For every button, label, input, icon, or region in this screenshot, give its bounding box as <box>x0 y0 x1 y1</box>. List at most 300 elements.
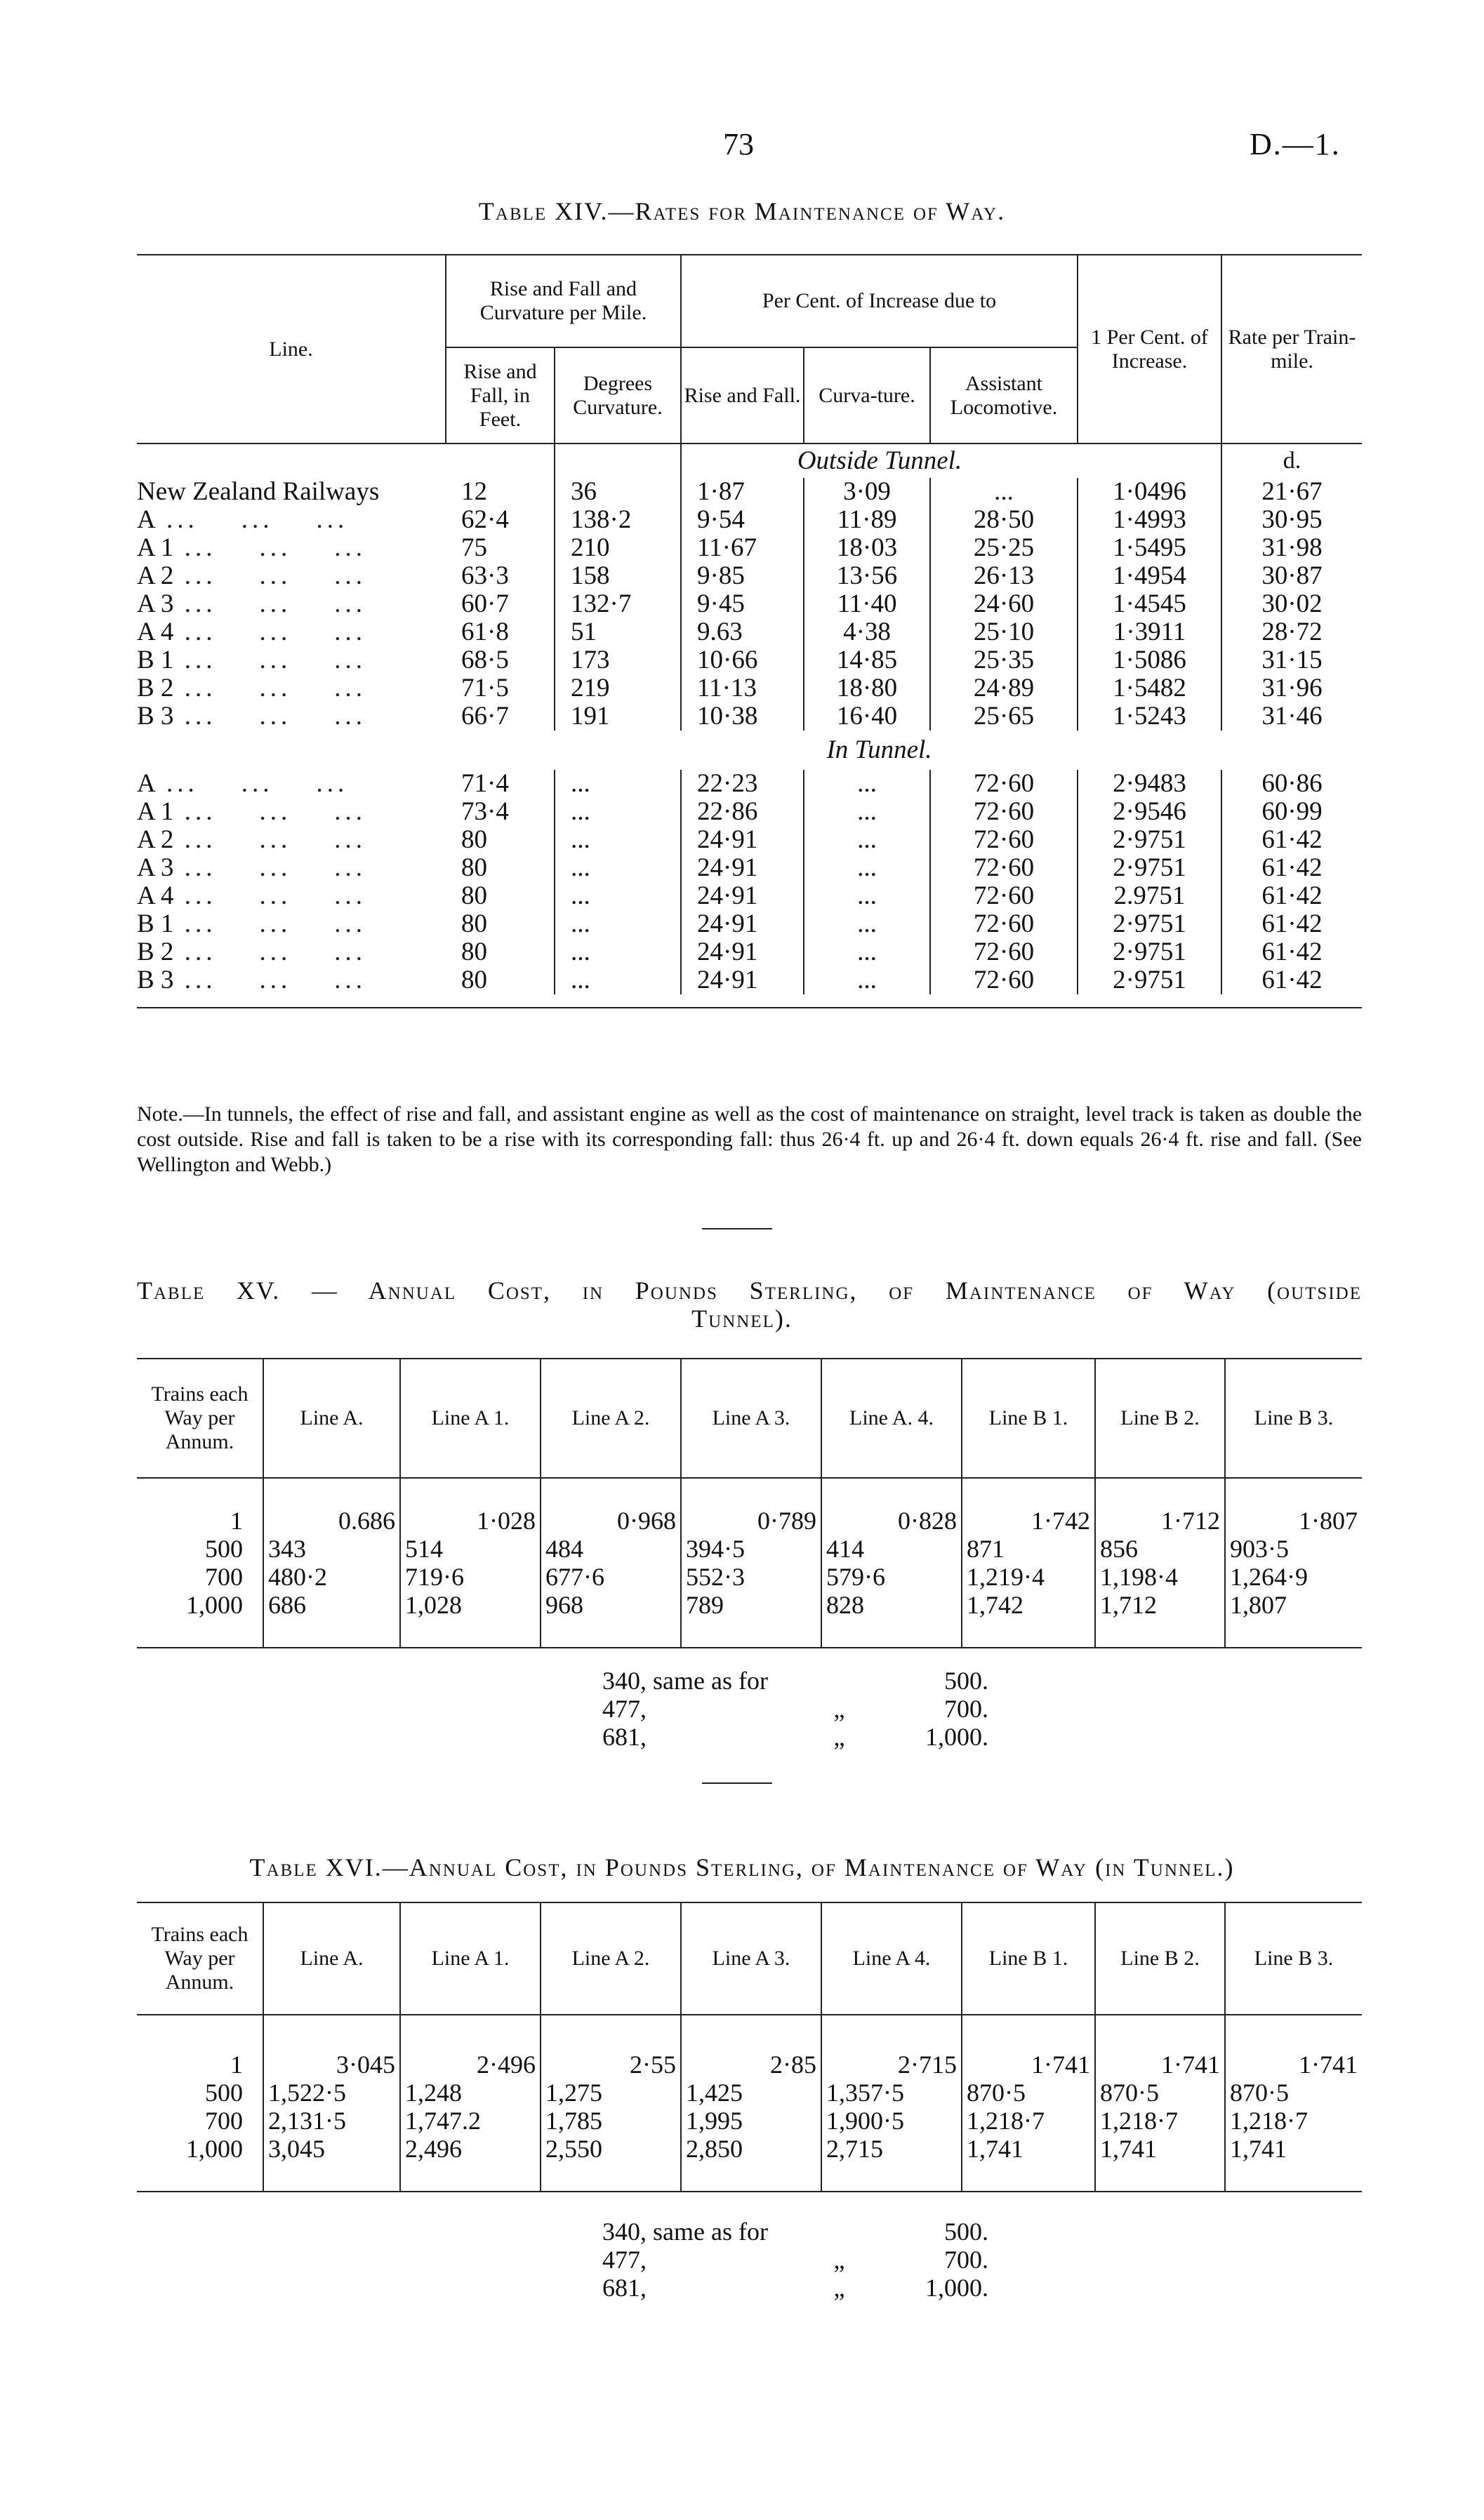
value-cell: 24·91 <box>681 826 804 854</box>
value-cell: 31·15 <box>1261 646 1323 674</box>
cost-cell: 2·85 <box>681 2051 821 2079</box>
value-cell: 2·9751 <box>1078 910 1221 938</box>
section-in-tunnel: In Tunnel. <box>826 735 932 764</box>
header-line-col: Line B 3. <box>1254 1406 1334 1429</box>
value-cell: 12 <box>446 478 555 506</box>
value-cell: 66·7 <box>446 702 555 731</box>
cost-cell: 789 <box>681 1591 821 1619</box>
footnote-row <box>602 2274 988 2302</box>
value-cell: 2·9751 <box>1078 826 1221 854</box>
leader-dots: ... ... ... <box>173 561 366 590</box>
cost-cell: 2,131·5 <box>263 2107 400 2135</box>
footnote-text: 340, same as for <box>602 1667 768 1695</box>
cost-cell: 3,045 <box>263 2135 400 2163</box>
value-cell: 9.63 <box>681 618 804 646</box>
value-cell: 60·99 <box>1261 797 1323 826</box>
trains-cell: 500 <box>137 2079 263 2107</box>
value-cell: 71·5 <box>446 674 555 702</box>
leader-dots: ... ... ... <box>173 938 366 966</box>
footnote-row <box>602 2218 988 2246</box>
cost-cell: 552·3 <box>681 1563 821 1591</box>
cost-cell: 2,550 <box>541 2135 681 2163</box>
footnote-text: 1,000. <box>925 2274 988 2302</box>
cost-cell: 1,712 <box>1095 1591 1225 1619</box>
value-cell: 80 <box>446 966 555 994</box>
value-cell: 61·42 <box>1261 881 1323 910</box>
divider <box>702 1228 772 1229</box>
line-name: B 3 <box>137 702 174 731</box>
value-cell: 24·91 <box>681 854 804 882</box>
cost-cell: 1,741 <box>1230 2135 1287 2163</box>
header-trains-per-annum: Trains each Way per Annum. <box>137 1902 263 2015</box>
line-name-cell <box>137 618 446 646</box>
value-cell: 2·9751 <box>1078 854 1221 882</box>
leader-dots: ... ... ... <box>173 797 366 826</box>
value-cell: 158 <box>555 562 681 590</box>
cost-cell: 1,275 <box>541 2079 681 2107</box>
value-cell: ... <box>804 770 930 798</box>
value-cell: 10·66 <box>681 646 804 674</box>
footnote-text: 700. <box>944 1695 988 1723</box>
header-line-col: Line A. <box>263 1902 400 2015</box>
cost-cell: 343 <box>263 1535 400 1563</box>
table-row <box>137 1591 1362 1619</box>
cost-cell: 2·55 <box>541 2051 681 2079</box>
value-cell: 24·89 <box>930 674 1078 702</box>
value-cell: 11·89 <box>804 506 930 534</box>
header-line: Line. <box>137 255 446 444</box>
value-cell: 18·80 <box>804 674 930 702</box>
value-cell: 4·38 <box>804 618 930 646</box>
value-cell: 62·4 <box>446 506 555 534</box>
line-name-cell <box>137 826 446 854</box>
table-14-title: Table XIV.—Rates for Maintenance of Way. <box>478 197 1006 225</box>
value-cell: 61·42 <box>1261 938 1323 966</box>
value-cell: 13·56 <box>804 562 930 590</box>
value-cell: 30·95 <box>1261 505 1323 534</box>
value-cell: 9·45 <box>681 590 804 618</box>
footnote-row <box>602 2246 988 2274</box>
cost-cell: 1,807 <box>1230 1591 1287 1619</box>
value-cell: 63·3 <box>446 562 555 590</box>
value-cell: 60·7 <box>446 590 555 618</box>
line-name: New Zealand Railways <box>137 477 380 506</box>
cost-cell: 2·715 <box>821 2051 962 2079</box>
table-row <box>137 646 1362 674</box>
page-number: 73 <box>723 127 754 161</box>
line-name-cell <box>137 702 446 731</box>
footnote-row <box>602 1723 988 1751</box>
value-cell: 61·42 <box>1261 853 1323 882</box>
header-degrees-curvature: Degrees Curvature. <box>555 347 681 444</box>
table-row <box>137 938 1362 966</box>
cost-cell: 1,219·4 <box>962 1563 1095 1591</box>
header-line-col: Line A. 4. <box>821 1359 962 1478</box>
value-cell: 132·7 <box>555 590 681 618</box>
value-cell: 25·35 <box>930 646 1078 674</box>
line-name: A 3 <box>137 589 174 618</box>
value-cell: 21·67 <box>1261 477 1323 506</box>
leader-dots: ... ... ... <box>155 769 349 798</box>
footnote-text: 500. <box>944 1667 988 1695</box>
value-cell: ... <box>804 826 930 854</box>
divider <box>702 1782 772 1784</box>
footnote-text: 477, <box>602 1695 647 1723</box>
cost-cell: 579·6 <box>821 1563 962 1591</box>
value-cell: 80 <box>446 938 555 966</box>
value-cell: 24·91 <box>681 966 804 994</box>
cost-cell: 870·5 <box>1230 2079 1289 2107</box>
value-cell: 25·10 <box>930 618 1078 646</box>
footnote-text <box>788 2218 890 2246</box>
line-name: A 3 <box>137 853 174 882</box>
table-row <box>137 770 1362 798</box>
header-line-col: Line A 1. <box>400 1359 541 1478</box>
cost-cell: 0·789 <box>681 1507 821 1535</box>
line-name-cell <box>137 854 446 882</box>
value-cell: 75 <box>446 534 555 562</box>
cost-cell: 1,741 <box>1095 2135 1225 2163</box>
value-cell: 61·42 <box>1261 825 1323 854</box>
table-row <box>137 2107 1362 2135</box>
leader-dots: ... ... ... <box>173 618 366 646</box>
value-cell: 2·9751 <box>1078 938 1221 966</box>
trains-cell: 700 <box>137 2107 263 2135</box>
value-cell: 25·25 <box>930 534 1078 562</box>
line-name-cell <box>137 478 446 506</box>
line-name: A 1 <box>137 797 174 826</box>
header-rise-fall: Rise and Fall. <box>681 347 804 444</box>
value-cell: 11·13 <box>681 674 804 702</box>
line-name: A 4 <box>137 881 174 910</box>
footnote-row <box>602 1695 988 1723</box>
value-cell: 28·72 <box>1261 618 1323 646</box>
value-cell: 72·60 <box>930 938 1078 966</box>
cost-cell: 1·712 <box>1095 1507 1225 1535</box>
cost-cell: 686 <box>263 1591 400 1619</box>
value-cell: 1·0496 <box>1078 478 1221 506</box>
value-cell: 2·9751 <box>1078 966 1221 994</box>
value-cell: 11·40 <box>804 590 930 618</box>
table-row <box>137 2079 1362 2107</box>
line-name-cell <box>137 882 446 910</box>
leader-dots: ... ... ... <box>173 853 366 882</box>
line-name: A 2 <box>137 825 174 854</box>
value-cell: 72·60 <box>930 966 1078 994</box>
cost-cell: 1,747.2 <box>400 2107 541 2135</box>
cost-cell: 871 <box>962 1535 1095 1563</box>
value-cell: 71·4 <box>446 770 555 798</box>
value-cell: 26·13 <box>930 562 1078 590</box>
value-cell: 1·87 <box>681 478 804 506</box>
value-cell: 72·60 <box>930 910 1078 938</box>
header-line-col: Line A 3. <box>681 1359 821 1478</box>
value-cell: 61·42 <box>1261 909 1323 938</box>
table-row <box>137 854 1362 882</box>
value-cell: ... <box>804 854 930 882</box>
cost-cell: 1,425 <box>681 2079 821 2107</box>
leader-dots: ... ... ... <box>173 533 366 562</box>
cost-cell: 968 <box>541 1591 681 1619</box>
table-row <box>137 2051 1362 2079</box>
line-name-cell <box>137 910 446 938</box>
header-rise-fall-curvature: Rise and Fall and Curvature per Mile. <box>446 255 681 347</box>
table-row <box>137 1535 1362 1563</box>
value-cell: 72·60 <box>930 854 1078 882</box>
line-name-cell <box>137 966 446 994</box>
cost-cell: 2·496 <box>400 2051 541 2079</box>
value-cell: ... <box>555 938 681 966</box>
value-cell: 11·67 <box>681 534 804 562</box>
header-trains-per-annum: Trains each Way per Annum. <box>137 1359 263 1478</box>
line-name: B 3 <box>137 966 174 994</box>
line-name-cell <box>137 938 446 966</box>
header-line-col: Line A 4. <box>821 1902 962 2015</box>
cost-cell: 1,218·7 <box>1095 2107 1225 2135</box>
line-name: A 1 <box>137 533 174 562</box>
line-name-cell <box>137 798 446 826</box>
cost-cell: 1,742 <box>962 1591 1095 1619</box>
table-row <box>137 478 1362 506</box>
line-name-cell <box>137 506 446 534</box>
table-14 <box>137 254 1362 1008</box>
value-cell: 1·3911 <box>1078 618 1221 646</box>
line-name-cell <box>137 562 446 590</box>
line-name-cell <box>137 534 446 562</box>
value-cell: ... <box>930 478 1078 506</box>
cost-cell: 2,715 <box>821 2135 962 2163</box>
value-cell: 24·91 <box>681 910 804 938</box>
footnote-text: 1,000. <box>925 1723 988 1751</box>
line-name: A <box>137 505 156 534</box>
value-cell: 1·5086 <box>1078 646 1221 674</box>
document-reference: D.—1. <box>1250 127 1341 161</box>
value-cell: 1·4954 <box>1078 562 1221 590</box>
footnote-text: 477, <box>602 2246 647 2274</box>
value-cell: 219 <box>555 674 681 702</box>
value-cell: ... <box>555 826 681 854</box>
cost-cell: 2,850 <box>681 2135 821 2163</box>
cost-cell: 0·828 <box>821 1507 962 1535</box>
header-curvature: Curva-ture. <box>804 347 930 444</box>
value-cell: 22·86 <box>681 798 804 826</box>
trains-cell: 1,000 <box>137 2135 263 2163</box>
table-row <box>137 562 1362 590</box>
value-cell: 73·4 <box>446 798 555 826</box>
table-14-note: Note.—In tunnels, the effect of rise and fall, and assistant engine as well as the cost of maintenance on straight, level track is taken as double the cost outside. Rise and fall is taken to be a rise with its corresponding fall: thus 26·4 ft. up and 26·4 ft. down equals 26·4 ft. rise and fall. (See Wellington and Webb.) <box>137 1102 1362 1176</box>
table-16 <box>137 1902 1362 2192</box>
value-cell: 10·38 <box>681 702 804 731</box>
value-cell: 2·9483 <box>1078 770 1221 798</box>
table-row <box>137 618 1362 646</box>
value-cell: 30·02 <box>1261 589 1323 618</box>
header-line-col: Line A. <box>263 1359 400 1478</box>
value-cell: 1·4993 <box>1078 506 1221 534</box>
line-name-cell <box>137 770 446 798</box>
cost-cell: 903·5 <box>1230 1535 1289 1563</box>
footnote-text <box>788 1667 890 1695</box>
trains-cell: 1 <box>137 1507 263 1535</box>
table-16-title: Table XVI.—Annual Cost, in Pounds Sterling, of Maintenance of Way (in Tunnel.) <box>249 1853 1235 1881</box>
cost-cell: 0·968 <box>541 1507 681 1535</box>
header-rate-per-train-mile: Rate per Train-mile. <box>1221 255 1362 444</box>
value-cell: 14·85 <box>804 646 930 674</box>
table-row <box>137 702 1362 731</box>
value-cell: ... <box>804 798 930 826</box>
header-line-col: Line A 2. <box>541 1359 681 1478</box>
table-row <box>137 910 1362 938</box>
table-16-footnote <box>602 2218 988 2302</box>
cost-cell: 1·028 <box>400 1507 541 1535</box>
cost-cell: 828 <box>821 1591 962 1619</box>
header-per-cent-increase: Per Cent. of Increase due to <box>681 255 1078 347</box>
value-cell: 72·60 <box>930 798 1078 826</box>
value-cell: 3·09 <box>804 478 930 506</box>
value-cell: 24·91 <box>681 938 804 966</box>
line-name: A 2 <box>137 561 174 590</box>
cost-cell: 480·2 <box>263 1563 400 1591</box>
value-cell: 1·5482 <box>1078 674 1221 702</box>
cost-cell: 1·807 <box>1299 1507 1358 1535</box>
value-cell: 61·8 <box>446 618 555 646</box>
header-line-col: Line B 2. <box>1095 1902 1225 2015</box>
cost-cell: 1,995 <box>681 2107 821 2135</box>
table-row <box>137 1507 1362 1535</box>
footnote-row <box>602 1667 988 1695</box>
header-line-col: Line B 2. <box>1095 1359 1225 1478</box>
cost-cell: 514 <box>400 1535 541 1563</box>
leader-dots: ... ... ... <box>173 909 366 938</box>
cost-cell: 3·045 <box>263 2051 400 2079</box>
footnote-text: „ <box>833 2246 845 2274</box>
value-cell: 51 <box>555 618 681 646</box>
table-15 <box>137 1358 1362 1648</box>
value-cell: 1·5243 <box>1078 702 1221 731</box>
value-cell: 22·23 <box>681 770 804 798</box>
value-cell: 9·54 <box>681 506 804 534</box>
header-line-col: Line B 1. <box>962 1359 1095 1478</box>
cost-cell: 677·6 <box>541 1563 681 1591</box>
section-outside-tunnel: Outside Tunnel. <box>797 446 962 475</box>
leader-dots: ... ... ... <box>173 646 366 674</box>
line-name: B 2 <box>137 674 174 702</box>
value-cell: 24·60 <box>930 590 1078 618</box>
value-cell: ... <box>555 910 681 938</box>
value-cell: ... <box>555 770 681 798</box>
value-cell: 72·60 <box>930 770 1078 798</box>
value-cell: ... <box>804 938 930 966</box>
table-row <box>137 506 1362 534</box>
cost-cell: 1,900·5 <box>821 2107 962 2135</box>
value-cell: 31·46 <box>1261 702 1323 731</box>
cost-cell: 870·5 <box>1095 2079 1225 2107</box>
footnote-text: 681, <box>602 2274 647 2302</box>
value-cell: ... <box>555 854 681 882</box>
value-cell: 138·2 <box>555 506 681 534</box>
cost-cell: 2,496 <box>400 2135 541 2163</box>
line-name: A <box>137 769 156 798</box>
value-cell: ... <box>555 798 681 826</box>
leader-dots: ... ... ... <box>173 881 366 910</box>
cost-cell: 1·742 <box>962 1507 1095 1535</box>
value-cell: ... <box>555 882 681 910</box>
cost-cell: 1,028 <box>400 1591 541 1619</box>
cost-cell: 1,264·9 <box>1230 1563 1308 1591</box>
value-cell: 61·42 <box>1261 966 1323 994</box>
cost-cell: 870·5 <box>962 2079 1095 2107</box>
header-line-col: Line A 2. <box>541 1902 681 2015</box>
cost-cell: 1·741 <box>1095 2051 1225 2079</box>
line-name-cell <box>137 646 446 674</box>
value-cell: 173 <box>555 646 681 674</box>
footnote-text: „ <box>833 1723 845 1751</box>
value-cell: 80 <box>446 882 555 910</box>
cost-cell: 856 <box>1095 1535 1225 1563</box>
leader-dots: ... ... ... <box>173 702 366 731</box>
value-cell: ... <box>804 966 930 994</box>
value-cell: 210 <box>555 534 681 562</box>
table-15-footnote <box>602 1667 988 1751</box>
value-cell: 2.9751 <box>1078 882 1221 910</box>
cost-cell: 1,218·7 <box>1230 2107 1308 2135</box>
cost-cell: 394·5 <box>681 1535 821 1563</box>
header-assistant-locomotive: Assistant Locomotive. <box>930 347 1078 444</box>
cost-cell: 414 <box>821 1535 962 1563</box>
header-one-per-cent: 1 Per Cent. of Increase. <box>1078 255 1221 444</box>
leader-dots: ... ... ... <box>155 505 349 534</box>
header-line-col: Line B 3. <box>1254 1947 1334 1970</box>
table-15-title-line1: Table XV. — Annual Cost, in Pounds Sterling, of Maintenance of Way (outside <box>137 1276 1362 1305</box>
table-row <box>137 534 1362 562</box>
value-cell: ... <box>804 910 930 938</box>
footnote-text: 700. <box>944 2246 988 2274</box>
value-cell: 1·4545 <box>1078 590 1221 618</box>
rate-unit: d. <box>1283 448 1301 474</box>
value-cell: 2·9546 <box>1078 798 1221 826</box>
line-name: B 1 <box>137 909 174 938</box>
cost-cell: 1·741 <box>1299 2051 1358 2079</box>
line-name: B 1 <box>137 646 174 674</box>
value-cell: 24·91 <box>681 882 804 910</box>
value-cell: 9·85 <box>681 562 804 590</box>
cost-cell: 1,741 <box>962 2135 1095 2163</box>
header-line-col: Line A 3. <box>681 1902 821 2015</box>
value-cell: ... <box>555 966 681 994</box>
cost-cell: 1,785 <box>541 2107 681 2135</box>
table-15-title-line2: Tunnel). <box>691 1305 793 1333</box>
footnote-text: „ <box>833 2274 845 2302</box>
cost-cell: 484 <box>541 1535 681 1563</box>
value-cell: 25·65 <box>930 702 1078 731</box>
value-cell: 31·96 <box>1261 674 1323 702</box>
table-row <box>137 966 1362 994</box>
value-cell: 72·60 <box>930 882 1078 910</box>
table-row <box>137 2135 1362 2163</box>
value-cell: 16·40 <box>804 702 930 731</box>
line-name-cell <box>137 674 446 702</box>
value-cell: 68·5 <box>446 646 555 674</box>
leader-dots: ... ... ... <box>173 674 366 702</box>
footnote-text: 681, <box>602 1723 647 1751</box>
value-cell: 1·5495 <box>1078 534 1221 562</box>
header-line-col: Line A 1. <box>400 1902 541 2015</box>
table-row <box>137 590 1362 618</box>
cost-cell: 1,357·5 <box>821 2079 962 2107</box>
value-cell: 72·60 <box>930 826 1078 854</box>
table-row <box>137 674 1362 702</box>
value-cell: 80 <box>446 854 555 882</box>
footnote-text: „ <box>833 1695 845 1723</box>
